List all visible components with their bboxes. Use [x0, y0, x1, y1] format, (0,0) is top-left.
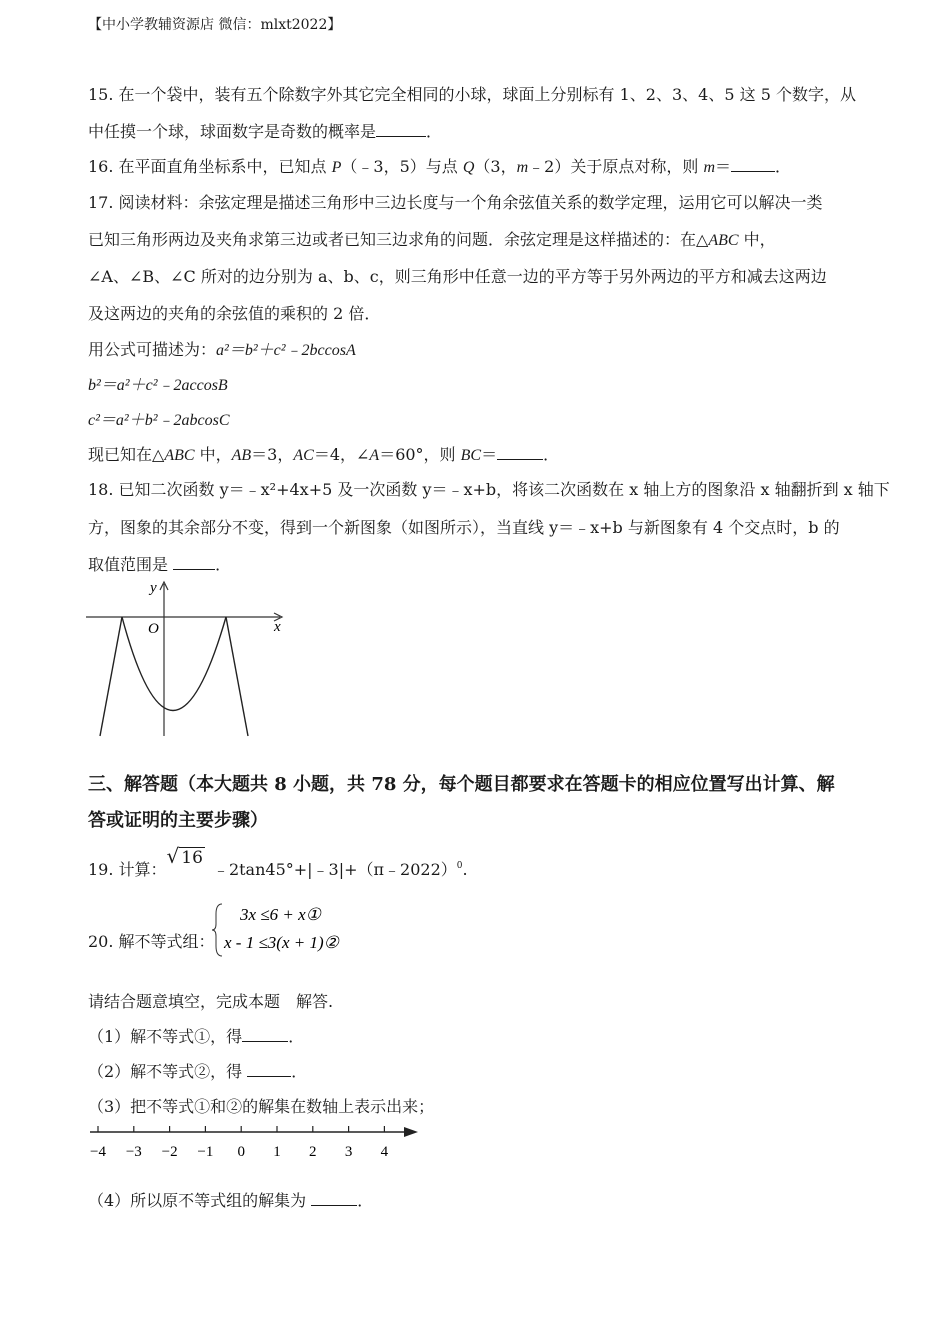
q18-line3: 取值范围是 ． [88, 555, 232, 574]
q20-pre: 20. 解不等式组： [88, 932, 215, 951]
q19-pre: 19. 计算： [88, 860, 167, 879]
graph-origin-label: O [148, 621, 159, 637]
q17-given-ab-val: ＝3， [251, 445, 294, 464]
q19-exponent: 0 [456, 861, 463, 871]
number-line-tick-label: 0 [237, 1144, 245, 1160]
q17-line2 [88, 227, 776, 250]
q20-step3: （3）把不等式①和②的解集在数轴上表示出来； [88, 1097, 435, 1116]
section3-title-line2: 答或证明的主要步骤） [88, 810, 268, 831]
number-line-tick-label: −1 [197, 1144, 214, 1160]
q17-triangle-abc: ABC [708, 232, 739, 249]
q20-step1-blank[interactable] [242, 1027, 288, 1042]
q17-line2-pre: 已知三角形两边及夹角求第三边或者已知三边求角的问题．余弦定理是这样描述的：在△ [88, 230, 709, 249]
number-line-tick-label: −4 [90, 1144, 106, 1160]
q19-sqrt [167, 844, 205, 868]
q16-mid2: （3， [474, 157, 517, 176]
q17-formula-intro: 用公式可描述为： [88, 340, 217, 359]
q17-line3: ∠A、∠B、∠C 所对的边分别为 a、b、c，则三角形中任意一边的平方等于另外两边的平方和减去这两边 [88, 267, 827, 286]
q17-line1: 17. 阅读材料：余弦定理是描述三角形中三边长度与一个角余弦值关系的数学定理，运用它可以解决一类 [88, 193, 823, 212]
graph-y-label: y [150, 580, 157, 596]
q15-answer-blank[interactable] [376, 122, 426, 137]
q20-instruction: 请结合题意填空，完成本题 解答. [88, 992, 334, 1011]
q17-given-ab: AB [231, 447, 252, 464]
number-line-ticks [90, 1126, 389, 1160]
left-brace-icon [212, 904, 222, 956]
q18-line2: 方，图象的其余部分不变，得到一个新图象（如图所示），当直线 y＝﹣x+b 与新图象有 4 个交点时，b 的 [88, 518, 840, 537]
q20-step2-text: （2）解不等式②，得 [88, 1062, 248, 1081]
number-line-tick-label: −2 [161, 1144, 178, 1160]
q19-post: ﹣2tan45°+|﹣3|+（π﹣2022） [212, 860, 457, 879]
q16-answer-blank[interactable] [731, 157, 775, 172]
number-line-tick-label: 1 [273, 1144, 281, 1160]
q17-given-a: A [369, 447, 380, 464]
q17-line2-post: 中， [738, 230, 776, 249]
q16-point-p: P [331, 159, 342, 176]
q16-point-q: Q [462, 159, 475, 176]
q17-formula-intro-line [88, 337, 356, 360]
q18-answer-blank[interactable] [173, 555, 215, 570]
q15-line2: 中任摸一个球，球面数字是奇数的概率是 ． [88, 122, 443, 141]
q19-line [88, 844, 468, 880]
q16-line: 16. 在平面直角坐标系中，已知点 P（﹣3，5）与点 Q（3，m﹣2）关于原点对称，则 m＝ ． [88, 157, 792, 176]
q17-answer-blank[interactable] [497, 445, 543, 460]
q20-step2: （2）解不等式②，得 ． [88, 1062, 308, 1081]
section3-title-line1: 三、解答题（本大题共 8 小题，共 78 分，每个题目都要求在答题卡的相应位置写出计算、解 [88, 774, 835, 795]
graph-right-branch [226, 617, 248, 736]
q17-given-line: 现已知在△ABC 中，AB＝3，AC＝4，∠A＝60°，则 BC＝ ． [88, 445, 560, 464]
q17-formula-2: b²＝a²＋c²﹣2accosB [88, 377, 228, 394]
q17-line4: 及这两边的夹角的余弦值的乘积的 2 倍． [88, 304, 381, 323]
q17-given-abc: ABC [164, 447, 195, 464]
number-line[interactable] [88, 1122, 428, 1168]
q20-inequality-system [212, 900, 362, 960]
q20-step1: （1）解不等式①，得 ． [88, 1027, 305, 1046]
q16-mid1: （﹣3，5）与点 [341, 157, 463, 176]
q17-given-a-val: ＝60°，则 [379, 445, 461, 464]
q16-var-m2: m [703, 159, 716, 176]
q17-formula-3: c²＝a²＋b²﹣2abcosC [88, 412, 230, 429]
number-line-tick-label: 4 [380, 1144, 389, 1160]
q18-function-graph [84, 576, 294, 738]
q17-given-ac: AC [293, 447, 314, 464]
q19-radicand: 16 [181, 848, 203, 868]
q18-line1: 18. 已知二次函数 y＝﹣x²+4x+5 及一次函数 y＝﹣x+b，将该二次函数在 x 轴上方的图象沿 x 轴翻折到 x 轴下 [88, 480, 890, 499]
q15-line1: 15. 在一个袋中，装有五个除数字外其它完全相同的小球，球面上分别标有 1、2、3、4、5 这 5 个数字，从 [88, 85, 856, 104]
q20-step4-blank[interactable] [311, 1191, 357, 1206]
q20-step1-text: （1）解不等式①，得 [88, 1027, 243, 1046]
q17-given-bc: BC [460, 447, 482, 464]
q17-formula-1: a²＝b²＋c²﹣2bccosA [216, 342, 356, 359]
q17-given-mid: 中， [194, 445, 232, 464]
graph-parabola [122, 617, 226, 711]
q17-given-post: ＝ [481, 445, 498, 464]
header-watermark-text: 【中小学教辅资源店 微信：mlxt2022】 [88, 17, 342, 33]
q17-given-pre: 现已知在△ [88, 445, 165, 464]
q16-mid3: ﹣2）关于原点对称，则 [528, 157, 704, 176]
graph-x-label: x [274, 619, 281, 635]
q18-line3-text: 取值范围是 [88, 555, 174, 574]
q20-inequality-2: x - 1 ≤3(x + 1)② [224, 933, 339, 952]
q20-step2-blank[interactable] [247, 1062, 291, 1077]
number-line-tick-label: 3 [344, 1144, 353, 1160]
number-line-tick-label: 2 [309, 1144, 317, 1160]
q19-end: . [462, 860, 468, 879]
q16-pre: 16. 在平面直角坐标系中，已知点 [88, 157, 332, 176]
number-line-arrow-icon [404, 1127, 418, 1137]
q17-given-ac-val: ＝4，∠ [313, 445, 370, 464]
q16-var-m: m [516, 159, 529, 176]
graph-left-branch [100, 617, 122, 736]
q16-post: ＝ [715, 157, 732, 176]
sqrt-icon: √ [166, 844, 180, 868]
q20-inequality-1: 3x ≤6 + x① [240, 905, 321, 924]
q20-step4: （4）所以原不等式组的解集为 ． [88, 1191, 374, 1210]
number-line-tick-label: −3 [125, 1144, 142, 1160]
q15-line2-text: 中任摸一个球，球面数字是奇数的概率是 [88, 122, 377, 141]
q20-step4-text: （4）所以原不等式组的解集为 [88, 1191, 312, 1210]
